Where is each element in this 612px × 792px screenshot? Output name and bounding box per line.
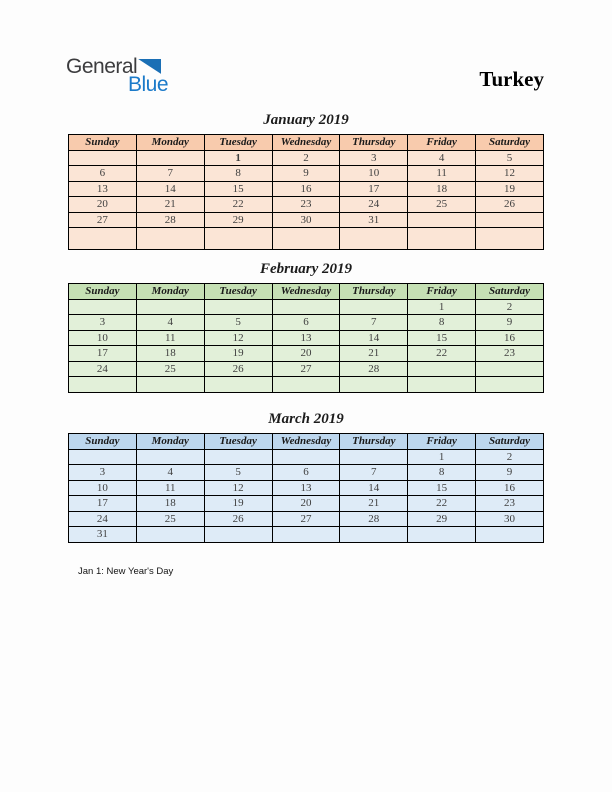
day-cell-2: 2 [476, 449, 544, 465]
day-cell-empty [136, 377, 204, 393]
day-cell-4: 4 [136, 465, 204, 481]
day-cell-empty [340, 299, 408, 315]
day-cell-26: 26 [476, 197, 544, 213]
week-row [69, 212, 544, 228]
weekday-header-friday: Friday [408, 135, 476, 151]
day-cell-23: 23 [272, 197, 340, 213]
day-cell-28: 28 [340, 361, 408, 377]
day-cell-9: 9 [272, 166, 340, 182]
day-cell-empty [340, 527, 408, 543]
day-cell-19: 19 [204, 496, 272, 512]
day-cell-20: 20 [272, 496, 340, 512]
weekday-header-saturday: Saturday [476, 135, 544, 151]
logo-text-general: General [66, 55, 138, 78]
day-cell-12: 12 [204, 480, 272, 496]
day-cell-empty [476, 361, 544, 377]
calendar-january [68, 112, 544, 250]
day-cell-empty [340, 449, 408, 465]
weekday-header-thursday: Thursday [340, 284, 408, 300]
day-cell-21: 21 [340, 496, 408, 512]
day-cell-20: 20 [272, 346, 340, 362]
day-cell-6: 6 [272, 315, 340, 331]
day-cell-empty [476, 212, 544, 228]
week-row [69, 346, 544, 362]
holiday-footnote: Jan 1: New Year's Day [78, 566, 174, 577]
day-cell-5: 5 [204, 315, 272, 331]
day-cell-13: 13 [272, 330, 340, 346]
day-cell-7: 7 [136, 166, 204, 182]
weekday-header-saturday: Saturday [476, 284, 544, 300]
day-cell-13: 13 [272, 480, 340, 496]
day-cell-8: 8 [408, 465, 476, 481]
month-table-body [69, 449, 544, 542]
weekday-header-sunday: Sunday [69, 284, 137, 300]
day-cell-empty [272, 377, 340, 393]
day-cell-22: 22 [204, 197, 272, 213]
day-cell-2: 2 [272, 150, 340, 166]
day-cell-11: 11 [408, 166, 476, 182]
day-cell-empty [204, 449, 272, 465]
day-cell-18: 18 [136, 346, 204, 362]
weekday-header-sunday: Sunday [69, 135, 137, 151]
day-cell-18: 18 [408, 181, 476, 197]
day-cell-empty [136, 150, 204, 166]
week-row [69, 150, 544, 166]
month-title: February 2019 [259, 261, 353, 277]
weekday-header-wednesday: Wednesday [272, 135, 340, 151]
day-cell-empty [69, 449, 137, 465]
day-cell-27: 27 [272, 361, 340, 377]
day-cell-26: 26 [204, 361, 272, 377]
day-cell-24: 24 [69, 511, 137, 527]
day-cell-14: 14 [136, 181, 204, 197]
week-row [69, 377, 544, 393]
day-cell-empty [272, 228, 340, 250]
day-cell-29: 29 [204, 212, 272, 228]
day-cell-28: 28 [136, 212, 204, 228]
day-cell-empty [204, 377, 272, 393]
week-row [69, 527, 544, 543]
day-cell-empty [69, 299, 137, 315]
day-cell-10: 10 [340, 166, 408, 182]
day-cell-5: 5 [204, 465, 272, 481]
month-table [68, 134, 544, 250]
day-cell-empty [272, 527, 340, 543]
day-cell-7: 7 [340, 465, 408, 481]
day-cell-20: 20 [69, 197, 137, 213]
week-row [69, 228, 544, 250]
day-cell-empty [136, 228, 204, 250]
weekday-header-tuesday: Tuesday [204, 284, 272, 300]
day-cell-22: 22 [408, 346, 476, 362]
day-cell-1: 1 [408, 449, 476, 465]
page-title: Turkey [479, 67, 544, 91]
week-row [69, 361, 544, 377]
week-row [69, 511, 544, 527]
day-cell-3: 3 [69, 465, 137, 481]
day-cell-empty [408, 377, 476, 393]
day-cell-31: 31 [69, 527, 137, 543]
general-blue-logo [66, 56, 168, 95]
month-table-body [69, 299, 544, 392]
weekday-header-wednesday: Wednesday [272, 434, 340, 450]
logo-text-blue: Blue [128, 73, 169, 96]
day-cell-13: 13 [69, 181, 137, 197]
week-row [69, 465, 544, 481]
day-cell-6: 6 [272, 465, 340, 481]
logo-triangle-icon [138, 59, 161, 74]
day-cell-empty [272, 449, 340, 465]
day-cell-25: 25 [136, 361, 204, 377]
day-cell-16: 16 [476, 330, 544, 346]
calendar-march [68, 411, 544, 543]
day-cell-empty [272, 299, 340, 315]
day-cell-21: 21 [340, 346, 408, 362]
day-cell-1: 1 [408, 299, 476, 315]
weekday-header-monday: Monday [136, 135, 204, 151]
day-cell-21: 21 [136, 197, 204, 213]
day-cell-27: 27 [272, 511, 340, 527]
day-cell-empty [204, 299, 272, 315]
day-cell-8: 8 [204, 166, 272, 182]
day-cell-empty [476, 377, 544, 393]
weekday-header-thursday: Thursday [340, 135, 408, 151]
day-cell-6: 6 [69, 166, 137, 182]
day-cell-empty [204, 228, 272, 250]
day-cell-empty [476, 228, 544, 250]
day-cell-empty [204, 527, 272, 543]
day-cell-17: 17 [340, 181, 408, 197]
day-cell-30: 30 [272, 212, 340, 228]
week-row [69, 480, 544, 496]
weekday-header-row [69, 284, 544, 300]
day-cell-15: 15 [408, 330, 476, 346]
day-cell-25: 25 [408, 197, 476, 213]
day-cell-28: 28 [340, 511, 408, 527]
day-cell-29: 29 [408, 511, 476, 527]
day-cell-25: 25 [136, 511, 204, 527]
day-cell-empty [69, 228, 137, 250]
day-cell-11: 11 [136, 480, 204, 496]
day-cell-7: 7 [340, 315, 408, 331]
day-cell-4: 4 [136, 315, 204, 331]
weekday-header-sunday: Sunday [69, 434, 137, 450]
day-cell-15: 15 [408, 480, 476, 496]
day-cell-empty [408, 361, 476, 377]
day-cell-4: 4 [408, 150, 476, 166]
day-cell-2: 2 [476, 299, 544, 315]
day-cell-9: 9 [476, 315, 544, 331]
day-cell-24: 24 [340, 197, 408, 213]
day-cell-16: 16 [272, 181, 340, 197]
month-table [68, 433, 544, 543]
calendar-february [68, 261, 544, 393]
day-cell-empty [136, 299, 204, 315]
day-cell-1: 1 [204, 150, 272, 166]
weekday-header-tuesday: Tuesday [204, 434, 272, 450]
day-cell-empty [408, 228, 476, 250]
day-cell-empty [476, 527, 544, 543]
weekday-header-thursday: Thursday [340, 434, 408, 450]
week-row [69, 197, 544, 213]
day-cell-12: 12 [204, 330, 272, 346]
month-table-body [69, 150, 544, 250]
weekday-header-saturday: Saturday [476, 434, 544, 450]
day-cell-16: 16 [476, 480, 544, 496]
week-row [69, 496, 544, 512]
day-cell-empty [340, 228, 408, 250]
week-row [69, 166, 544, 182]
day-cell-22: 22 [408, 496, 476, 512]
day-cell-27: 27 [69, 212, 137, 228]
week-row [69, 181, 544, 197]
weekday-header-row [69, 135, 544, 151]
weekday-header-monday: Monday [136, 284, 204, 300]
day-cell-24: 24 [69, 361, 137, 377]
day-cell-15: 15 [204, 181, 272, 197]
week-row [69, 299, 544, 315]
day-cell-empty [408, 527, 476, 543]
weekday-header-friday: Friday [408, 434, 476, 450]
day-cell-14: 14 [340, 480, 408, 496]
day-cell-8: 8 [408, 315, 476, 331]
day-cell-empty [136, 449, 204, 465]
week-row [69, 449, 544, 465]
weekday-header-friday: Friday [408, 284, 476, 300]
day-cell-empty [408, 212, 476, 228]
day-cell-23: 23 [476, 346, 544, 362]
day-cell-14: 14 [340, 330, 408, 346]
week-row [69, 330, 544, 346]
day-cell-17: 17 [69, 496, 137, 512]
month-title: March 2019 [268, 411, 344, 427]
weekday-header-wednesday: Wednesday [272, 284, 340, 300]
day-cell-3: 3 [340, 150, 408, 166]
day-cell-5: 5 [476, 150, 544, 166]
month-table [68, 283, 544, 393]
day-cell-10: 10 [69, 330, 137, 346]
day-cell-11: 11 [136, 330, 204, 346]
day-cell-19: 19 [204, 346, 272, 362]
day-cell-empty [136, 527, 204, 543]
day-cell-3: 3 [69, 315, 137, 331]
week-row [69, 315, 544, 331]
weekday-header-row [69, 434, 544, 450]
day-cell-empty [69, 150, 137, 166]
day-cell-empty [340, 377, 408, 393]
day-cell-9: 9 [476, 465, 544, 481]
day-cell-30: 30 [476, 511, 544, 527]
day-cell-19: 19 [476, 181, 544, 197]
day-cell-18: 18 [136, 496, 204, 512]
day-cell-23: 23 [476, 496, 544, 512]
day-cell-10: 10 [69, 480, 137, 496]
day-cell-26: 26 [204, 511, 272, 527]
day-cell-empty [69, 377, 137, 393]
day-cell-12: 12 [476, 166, 544, 182]
weekday-header-tuesday: Tuesday [204, 135, 272, 151]
day-cell-31: 31 [340, 212, 408, 228]
month-title: January 2019 [263, 112, 349, 128]
day-cell-17: 17 [69, 346, 137, 362]
weekday-header-monday: Monday [136, 434, 204, 450]
